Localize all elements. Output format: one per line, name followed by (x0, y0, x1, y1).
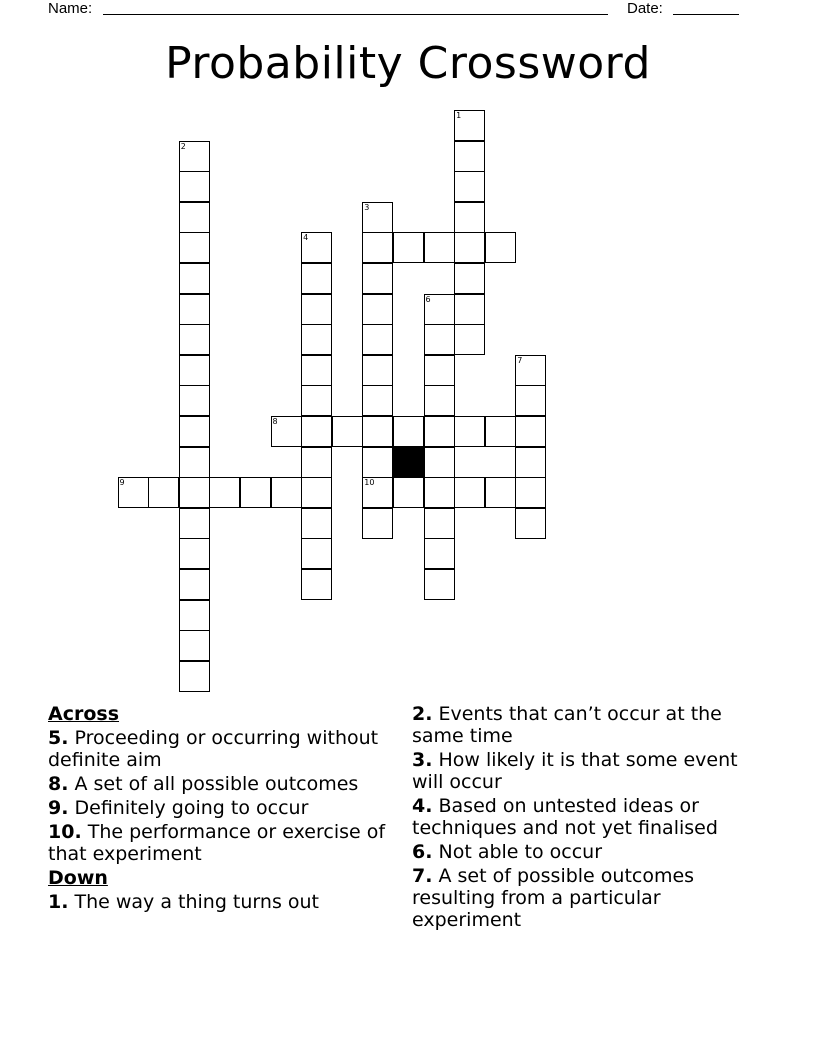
black-square (393, 447, 424, 478)
clue-text: The way a thing turns out (68, 891, 319, 913)
grid-cell[interactable] (301, 232, 332, 263)
clue-text: Proceeding or occurring without definite aim (48, 727, 379, 771)
grid-cell[interactable] (515, 477, 546, 508)
grid-cell[interactable] (362, 202, 393, 233)
cell-number: 8 (272, 417, 278, 426)
grid-cell[interactable] (301, 416, 332, 447)
grid-cell[interactable] (301, 324, 332, 355)
grid-cell[interactable] (179, 232, 210, 263)
clue-text: A set of all possible outcomes (68, 773, 359, 795)
grid-cell[interactable] (362, 263, 393, 294)
grid-cell[interactable] (301, 569, 332, 600)
grid-cell[interactable] (179, 447, 210, 478)
clue-number: 6. (412, 841, 433, 863)
grid-cell[interactable] (424, 477, 455, 508)
grid-cell[interactable] (362, 416, 393, 447)
cell-number: 1 (456, 111, 462, 120)
grid-cell[interactable] (209, 477, 240, 508)
grid-cell[interactable] (424, 232, 455, 263)
grid-cell[interactable] (424, 538, 455, 569)
page-title: Probability Crossword (165, 38, 651, 89)
grid-cell[interactable] (362, 355, 393, 386)
clue-text: Based on untested ideas or techniques and not yet finalised (412, 795, 718, 839)
clue-number: 7. (412, 865, 433, 887)
grid-cell[interactable] (179, 294, 210, 325)
cell-number: 9 (119, 478, 125, 488)
clue-down-4 (412, 795, 772, 839)
clue-number: 5. (48, 727, 69, 749)
grid-cell[interactable] (332, 416, 363, 447)
grid-cell[interactable] (362, 232, 393, 263)
clue-down-2 (412, 703, 772, 747)
grid-cell[interactable] (362, 294, 393, 325)
clues-right-column (412, 703, 772, 933)
cell-number: 10 (364, 478, 375, 488)
clue-text: The performance or exercise of that experiment (48, 821, 386, 865)
clue-number: 1. (48, 891, 69, 913)
grid-cell[interactable] (424, 569, 455, 600)
grid-cell[interactable] (179, 202, 210, 233)
clue-across-10 (48, 821, 400, 865)
grid-cell[interactable] (301, 447, 332, 478)
grid-cell[interactable] (179, 661, 210, 692)
grid-cell[interactable] (179, 355, 210, 386)
grid-cell[interactable] (424, 385, 455, 416)
clue-number: 10. (48, 821, 82, 843)
clues-left-column (48, 703, 400, 915)
grid-cell[interactable] (118, 477, 149, 508)
grid-cell[interactable] (393, 477, 424, 508)
clue-down-6 (412, 841, 772, 863)
clue-down-3 (412, 749, 772, 793)
clue-down-7 (412, 865, 772, 931)
grid-cell[interactable] (179, 263, 210, 294)
grid-cell[interactable] (454, 232, 485, 263)
grid-cell[interactable] (454, 110, 485, 141)
grid-cell[interactable] (301, 538, 332, 569)
grid-cell[interactable] (454, 416, 485, 447)
clue-text: A set of possible outcomes resulting from a particular experiment (412, 865, 695, 931)
down-heading: Down (48, 867, 108, 889)
date-label: Date: (627, 0, 663, 17)
grid-cell[interactable] (515, 355, 546, 386)
grid-cell[interactable] (424, 416, 455, 447)
cell-number: 3 (364, 202, 370, 212)
grid-cell[interactable] (179, 630, 210, 661)
grid-cell[interactable] (515, 385, 546, 416)
grid-cell[interactable] (148, 477, 179, 508)
grid-cell[interactable] (515, 447, 546, 478)
clue-across-5 (48, 727, 400, 771)
grid-cell[interactable] (454, 324, 485, 355)
grid-cell[interactable] (179, 477, 210, 508)
grid-cell[interactable] (485, 477, 516, 508)
grid-cell[interactable] (179, 600, 210, 631)
grid-cell[interactable] (362, 447, 393, 478)
grid-cell[interactable] (301, 508, 332, 539)
grid-cell[interactable] (454, 263, 485, 294)
cell-number: 6 (425, 294, 431, 304)
grid-cell[interactable] (362, 477, 393, 508)
cell-number: 2 (180, 141, 186, 151)
grid-cell[interactable] (424, 355, 455, 386)
grid-cell[interactable] (485, 416, 516, 447)
grid-cell[interactable] (301, 477, 332, 508)
grid-cell[interactable] (424, 447, 455, 478)
grid-cell[interactable] (271, 416, 302, 447)
grid-cell[interactable] (454, 171, 485, 202)
grid-cell[interactable] (454, 141, 485, 172)
cell-number: 4 (303, 233, 309, 243)
grid-cell[interactable] (179, 324, 210, 355)
grid-cell[interactable] (515, 416, 546, 447)
grid-cell[interactable] (362, 508, 393, 539)
clue-across-8 (48, 773, 400, 795)
clue-text: Not able to occur (432, 841, 603, 863)
grid-cell[interactable] (424, 508, 455, 539)
grid-cell[interactable] (454, 202, 485, 233)
grid-cell[interactable] (515, 508, 546, 539)
clue-number: 9. (48, 797, 69, 819)
grid-cell[interactable] (301, 263, 332, 294)
clue-text: Definitely going to occur (68, 797, 309, 819)
grid-cell[interactable] (271, 477, 302, 508)
grid-cell[interactable] (179, 385, 210, 416)
clue-text: How likely it is that some event will occur (412, 749, 738, 793)
cell-number: 7 (517, 355, 523, 365)
grid-cell[interactable] (424, 294, 455, 325)
grid-cell[interactable] (362, 324, 393, 355)
grid-cell[interactable] (179, 141, 210, 172)
grid-cell[interactable] (393, 232, 424, 263)
clue-number: 8. (48, 773, 69, 795)
clue-number: 3. (412, 749, 433, 771)
clue-number: 4. (412, 795, 433, 817)
grid-cell[interactable] (393, 416, 424, 447)
grid-cell[interactable] (240, 477, 271, 508)
clue-number: 2. (412, 703, 433, 725)
grid-cell[interactable] (485, 232, 516, 263)
grid-cell[interactable] (301, 294, 332, 325)
grid-cell[interactable] (454, 294, 485, 325)
grid-cell[interactable] (424, 324, 455, 355)
grid-cell[interactable] (454, 477, 485, 508)
grid-cell[interactable] (179, 569, 210, 600)
grid-cell[interactable] (179, 171, 210, 202)
clue-down-1 (48, 891, 400, 913)
name-label: Name: (48, 0, 93, 17)
clue-across-9 (48, 797, 400, 819)
grid-cell[interactable] (179, 416, 210, 447)
grid-cell[interactable] (362, 385, 393, 416)
grid-cell[interactable] (179, 538, 210, 569)
across-heading: Across (48, 703, 120, 725)
grid-cell[interactable] (179, 508, 210, 539)
clue-text: Events that can’t occur at the same time (412, 703, 722, 747)
grid-cell[interactable] (301, 355, 332, 386)
grid-cell[interactable] (301, 385, 332, 416)
